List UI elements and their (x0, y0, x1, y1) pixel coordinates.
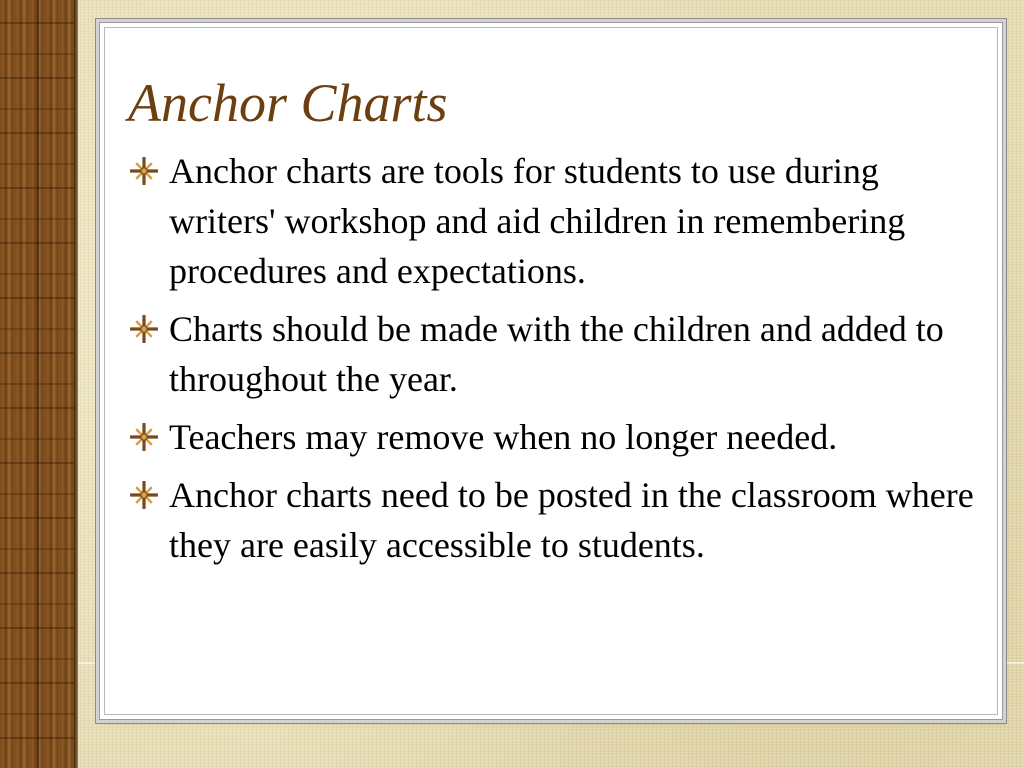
sparkle-bullet-icon (130, 423, 158, 451)
bullet-item (130, 304, 990, 404)
wood-border-strip (0, 0, 77, 768)
bullet-text: Charts should be made with the children and added to throughout the year. (169, 309, 944, 399)
sparkle-bullet-icon (130, 157, 158, 185)
bullet-text: Teachers may remove when no longer needed. (169, 417, 838, 457)
bullet-item (130, 412, 990, 462)
sparkle-bullet-icon (130, 315, 158, 343)
bullet-item (130, 146, 990, 296)
sparkle-bullet-icon (130, 481, 158, 509)
slide-title: Anchor Charts (128, 73, 448, 133)
wood-border-edge (74, 0, 78, 768)
bullet-item (130, 470, 990, 570)
bullet-list (130, 146, 990, 578)
bullet-text: Anchor charts need to be posted in the classroom where they are easily accessible to students. (169, 475, 974, 565)
bullet-text: Anchor charts are tools for students to use during writers' workshop and aid children in remembering procedures and expectations. (169, 151, 906, 291)
